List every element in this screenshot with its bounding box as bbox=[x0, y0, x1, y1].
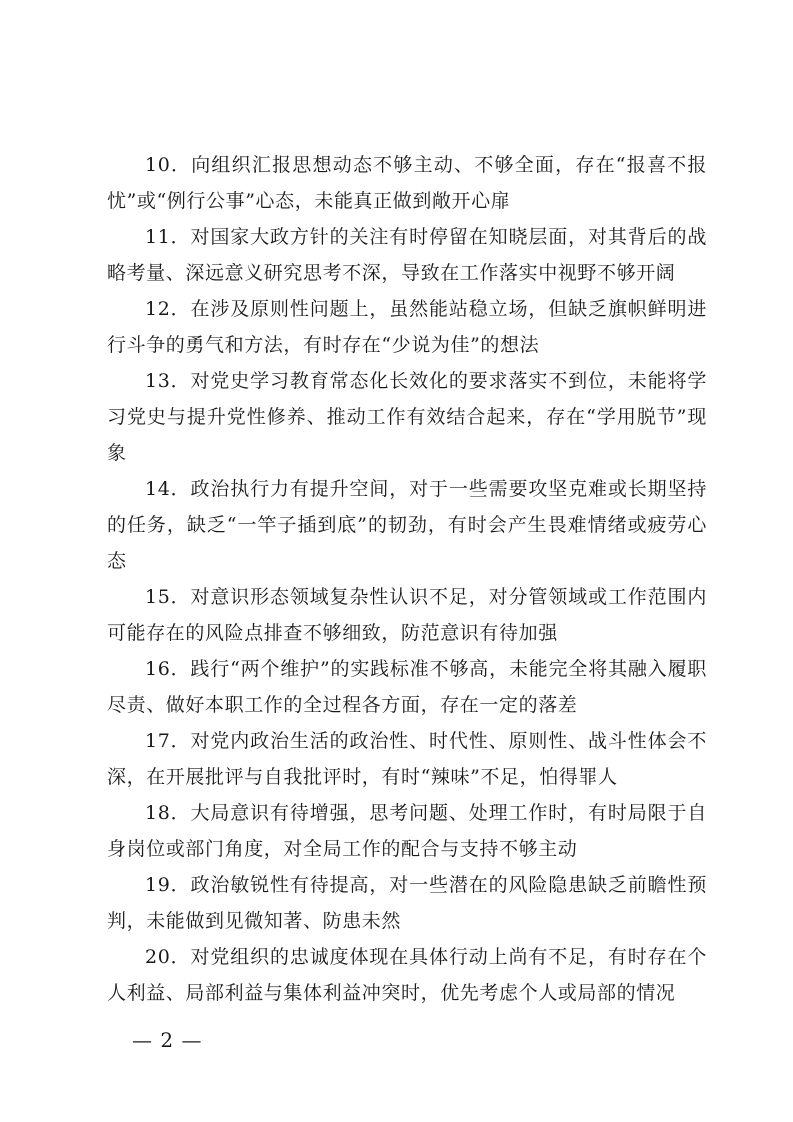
list-item-15: 15．对意识形态领域复杂性认识不足，对分管领域或工作范围内可能存在的风险点排查不够细致，防范意识有待加强 bbox=[107, 586, 707, 644]
list-item-17: 17．对党内政治生活的政治性、时代性、原则性、战斗性体会不深，在开展批评与自我批评时，有时“辣味”不足，怕得罪人 bbox=[107, 730, 707, 788]
list-item-11: 11．对国家大政方针的关注有时停留在知晓层面，对其背后的战略考量、深远意义研究思考不深，导致在工作落实中视野不够开阔 bbox=[107, 226, 707, 284]
list-item-12: 12．在涉及原则性问题上，虽然能站稳立场，但缺乏旗帜鲜明进行斗争的勇气和方法，有时存在“少说为佳”的想法 bbox=[107, 298, 707, 356]
page-number: — 2 — bbox=[132, 1028, 203, 1052]
list-item-18: 18．大局意识有待增强，思考问题、处理工作时，有时局限于自身岗位或部门角度，对全局工作的配合与支持不够主动 bbox=[107, 802, 707, 860]
list-item-19: 19．政治敏锐性有待提高，对一些潜在的风险隐患缺乏前瞻性预判，未能做到见微知著、防患未然 bbox=[107, 874, 707, 932]
list-item-13: 13．对党史学习教育常态化长效化的要求落实不到位，未能将学习党史与提升党性修养、推动工作有效结合起来，存在“学用脱节”现象 bbox=[107, 370, 707, 464]
list-item-16: 16．践行“两个维护”的实践标准不够高，未能完全将其融入履职尽责、做好本职工作的全过程各方面，存在一定的落差 bbox=[107, 658, 707, 716]
document-body bbox=[107, 147, 707, 1011]
list-item-10: 10．向组织汇报思想动态不够主动、不够全面，存在“报喜不报忧”或“例行公事”心态，未能真正做到敞开心扉 bbox=[107, 154, 707, 212]
list-item-20: 20．对党组织的忠诚度体现在具体行动上尚有不足，有时存在个人利益、局部利益与集体利益冲突时，优先考虑个人或局部的情况 bbox=[107, 946, 707, 1004]
list-item-14: 14．政治执行力有提升空间，对于一些需要攻坚克难或长期坚持的任务，缺乏“一竿子插到底”的韧劲，有时会产生畏难情绪或疲劳心态 bbox=[107, 478, 707, 572]
